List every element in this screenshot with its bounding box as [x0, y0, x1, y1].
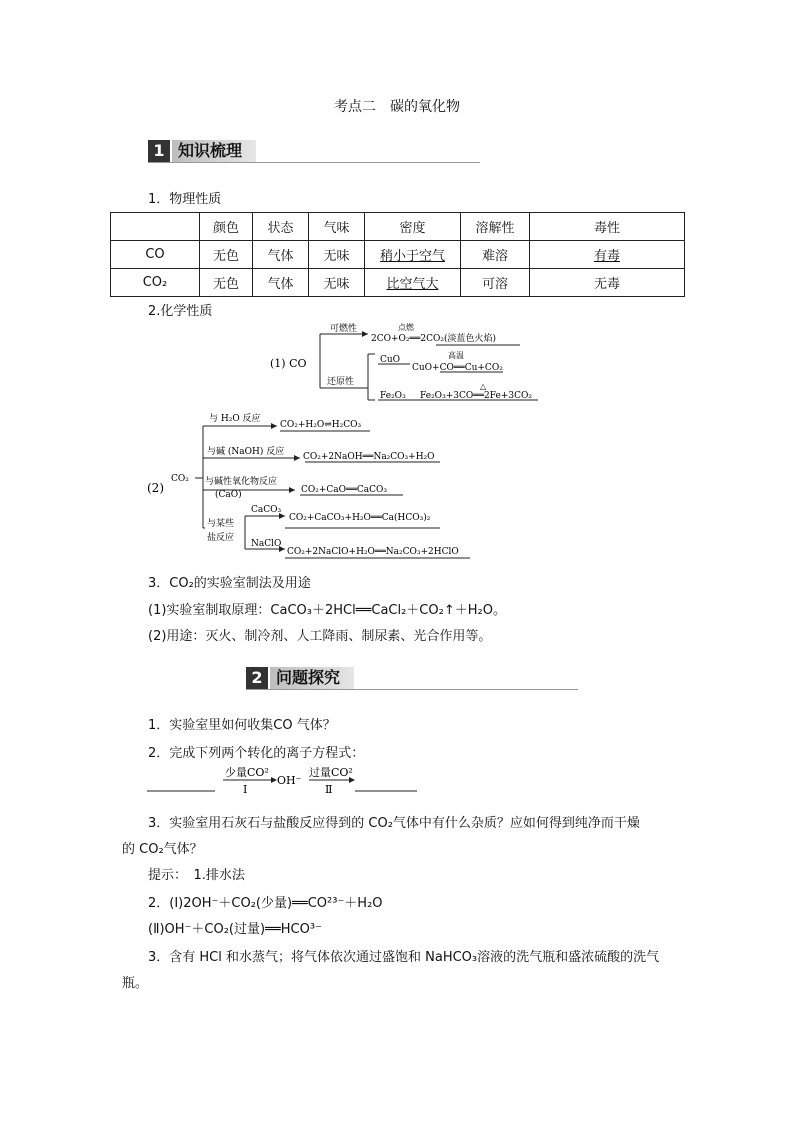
question-1: 1．实验室里如何收集CO 气体？: [148, 718, 336, 733]
conversion-intermediate: OH⁻: [277, 774, 302, 787]
answer-blank: 有毒: [593, 249, 620, 264]
branch-water: 与 H₂O 反应: [209, 414, 261, 424]
table-header-cell: 溶解性: [461, 213, 530, 241]
table-cell: 难溶: [461, 241, 530, 269]
section-number: 1: [148, 140, 170, 162]
table-cell: CO: [111, 241, 200, 269]
chemical-heading: 2.化学性质: [148, 304, 213, 319]
table-header-cell: [111, 213, 200, 241]
section-divider: [148, 162, 480, 163]
table-header-cell: 密度: [365, 213, 461, 241]
table-cell: [365, 241, 461, 269]
conversion-step-2: Ⅱ: [325, 783, 333, 796]
table-cell: 气体: [253, 269, 309, 297]
branch-basic-oxide: 与碱性氧化物反应: [205, 477, 278, 487]
condition-heat: △: [480, 382, 487, 391]
table-header-cell: 气味: [309, 213, 365, 241]
lab-heading: 3．CO₂的实验室制法及用途: [148, 576, 311, 591]
table-cell: 无毒: [530, 269, 685, 297]
answer-blank: 比空气大: [386, 277, 439, 292]
substrate-fe2o3: Fe₂O₃: [380, 391, 406, 401]
physical-property-table: [110, 212, 685, 297]
co2-center: CO₂: [171, 474, 189, 484]
lab-principle: (1)实验室制取原理：CaCO₃＋2HCl══CaCl₂＋CO₂↑＋H₂O。: [148, 603, 506, 618]
branch-salt-line1: 与某些: [207, 519, 235, 529]
branch-base: 与碱 (NaOH) 反应: [207, 447, 285, 457]
table-cell: [530, 241, 685, 269]
section-divider: [246, 689, 578, 690]
condition-high-temp: 高温: [448, 351, 464, 360]
co-prefix: (1) CO: [270, 357, 307, 370]
table-header-cell: 颜色: [200, 213, 253, 241]
section-label: 知识梳理: [172, 140, 256, 162]
answer-3-line1: 3．含有 HCl 和水蒸气；将气体依次通过盛饱和 NaHCO₃溶液的洗气瓶和盛浓硫酸的洗气: [148, 950, 660, 965]
table-cell: 无色: [200, 241, 253, 269]
section-number: 2: [246, 667, 268, 689]
equation-naclo: CO₂+2NaClO+H₂O══Na₂CO₃+2HClO: [287, 547, 459, 557]
conversion-condition-1: 少量CO²: [225, 766, 269, 779]
lab-uses: (2)用途：灭火、制冷剂、人工降雨、制尿素、光合作用等。: [148, 629, 492, 644]
equation-combustion: 2CO+O₂══2CO₂(淡蓝色火焰): [371, 334, 496, 344]
question-3-line1: 3．实验室用石灰石与盐酸反应得到的 CO₂气体中有什么杂质？应如何得到纯净而干燥: [148, 816, 640, 831]
salt-naclo: NaClO: [251, 539, 282, 549]
table-cell: 无色: [200, 269, 253, 297]
physical-heading: 1．物理性质: [148, 192, 222, 207]
table-header-cell: 毒性: [530, 213, 685, 241]
table-row: [111, 241, 685, 269]
table-cell: 可溶: [461, 269, 530, 297]
branch-reducibility: 还原性: [327, 377, 355, 387]
equation-base: CO₂+2NaOH══Na₂CO₃+H₂O: [303, 452, 435, 462]
co2-property-diagram: [145, 404, 475, 560]
table-cell: 无味: [309, 241, 365, 269]
table-header-row: [111, 213, 685, 241]
branch-salt-line2: 盐反应: [207, 533, 235, 543]
section-label: 问题探究: [270, 667, 354, 689]
table-row: [111, 269, 685, 297]
answer-tip: 提示： 1.排水法: [148, 868, 245, 883]
equation-cao: CO₂+CaO══CaCO₃: [301, 485, 388, 495]
branch-basic-oxide-cao: (CaO): [215, 490, 242, 500]
table-cell: CO₂: [111, 269, 200, 297]
substrate-cuo: CuO: [380, 355, 401, 365]
salt-caco3: CaCO₃: [251, 505, 282, 515]
table-cell: [365, 269, 461, 297]
co2-prefix: (2): [147, 481, 164, 495]
conversion-condition-2: 过量CO²: [309, 766, 353, 779]
equation-water: CO₂+H₂O⇌H₂CO₃: [280, 420, 362, 430]
condition-ignite: 点燃: [398, 323, 414, 332]
page-title: 考点二 碳的氧化物: [334, 99, 460, 115]
table-cell: 无味: [309, 269, 365, 297]
question-2: 2．完成下列两个转化的离子方程式：: [148, 746, 365, 761]
answer-blank: 稍小于空气: [379, 249, 445, 264]
equation-cuo: CuO+CO══Cu+CO₂: [412, 363, 503, 373]
table-header-cell: 状态: [253, 213, 309, 241]
table-cell: 气体: [253, 241, 309, 269]
equation-caco3: CO₂+CaCO₃+H₂O══Ca(HCO₃)₂: [289, 513, 431, 523]
question-3-line2: 的 CO₂气体？: [122, 842, 203, 857]
conversion-step-1: Ⅰ: [243, 783, 248, 796]
answer-3-line2: 瓶。: [122, 976, 149, 991]
co-property-diagram: [270, 322, 560, 406]
equation-fe2o3: Fe₂O₃+3CO══2Fe+3CO₂: [420, 391, 532, 401]
answer-2-part1: 2．(Ⅰ)2OH⁻＋CO₂(少量)══CO²³⁻＋H₂O: [148, 896, 383, 911]
conversion-scheme: [145, 762, 425, 802]
branch-combustibility: 可燃性: [330, 324, 358, 334]
answer-2-part2: (Ⅱ)OH⁻＋CO₂(过量)══HCO³⁻: [148, 922, 322, 937]
